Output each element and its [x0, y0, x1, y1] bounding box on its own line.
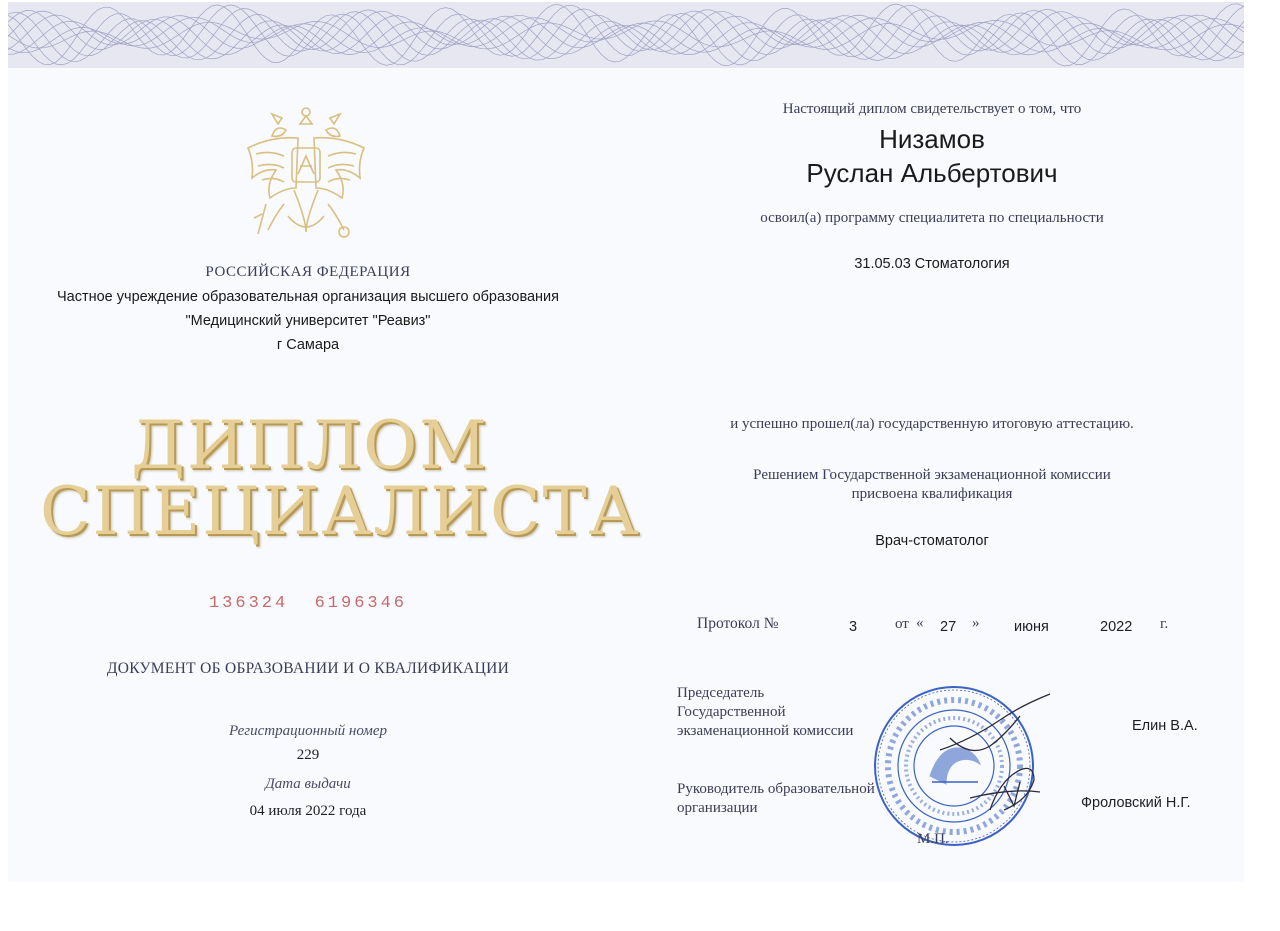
signature — [930, 690, 1060, 820]
institution-city: г Самара — [276, 337, 340, 353]
protocol-label: Протокол № — [697, 615, 779, 632]
serial-number: 136324 6196346 — [208, 594, 408, 613]
head-title-line1: Руководитель образовательной — [677, 781, 875, 797]
protocol-quote-close: » — [972, 615, 980, 631]
document-type: ДОКУМЕНТ ОБ ОБРАЗОВАНИИ И О КВАЛИФИКАЦИИ — [106, 660, 510, 677]
coat-of-arms-emblem — [238, 104, 374, 248]
intro-text: Настоящий диплом свидетельствует о том, что — [782, 101, 1082, 117]
protocol-year-suffix: г. — [1160, 616, 1169, 632]
institution-name-line2: "Медицинский университет "Реавиз" — [185, 313, 431, 329]
guilloche-border — [8, 2, 1244, 68]
chairman-title-line3: экзаменационной комиссии — [677, 723, 854, 739]
signature-scribble-icon — [930, 690, 1060, 820]
attestation-text: и успешно прошел(ла) государственную итоговую аттестацию. — [730, 416, 1134, 432]
head-name: Фроловский Н.Г. — [1081, 795, 1191, 811]
specialty: 31.05.03 Стоматология — [854, 256, 1010, 272]
protocol-quote-open: « — [916, 615, 924, 631]
issue-date-label: Дата выдачи — [265, 776, 351, 792]
registration-label: Регистрационный номер — [228, 723, 387, 739]
protocol-day: 27 — [940, 619, 957, 635]
double-headed-eagle-icon — [238, 104, 374, 248]
program-text: освоил(а) программу специалитета по специальности — [760, 210, 1104, 226]
country-name: РОССИЙСКАЯ ФЕДЕРАЦИЯ — [205, 264, 411, 280]
commission-decision-line1: Решением Государственной экзаменационной комиссии — [753, 467, 1111, 483]
chairman-title-line1: Председатель — [677, 685, 765, 701]
head-title-line2: организации — [677, 800, 758, 816]
issue-date: 04 июля 2022 года — [249, 803, 367, 819]
seal-place-mark: М.П. — [917, 831, 949, 847]
registration-number: 229 — [296, 747, 320, 763]
institution-name-line1: Частное учреждение образовательная организация высшего образования — [56, 289, 560, 305]
protocol-year: 2022 — [1100, 619, 1133, 635]
chairman-name: Елин В.А. — [1132, 718, 1198, 734]
protocol-number: 3 — [849, 619, 858, 635]
commission-decision-line2: присвоена квалификация — [851, 486, 1013, 502]
guilloche-pattern — [8, 2, 1244, 68]
diploma-title-line1: ДИПЛОМ — [131, 407, 489, 484]
diploma-title-line2: СПЕЦИАЛИСТА — [40, 473, 641, 550]
protocol-month: июня — [1014, 619, 1049, 635]
guilloche-line — [8, 9, 1244, 62]
graduate-given-names: Руслан Альбертович — [806, 158, 1058, 188]
qualification: Врач-стоматолог — [875, 533, 989, 549]
chairman-title-line2: Государственной — [677, 704, 786, 720]
protocol-from: от — [895, 616, 909, 632]
graduate-surname: Низамов — [879, 124, 985, 154]
